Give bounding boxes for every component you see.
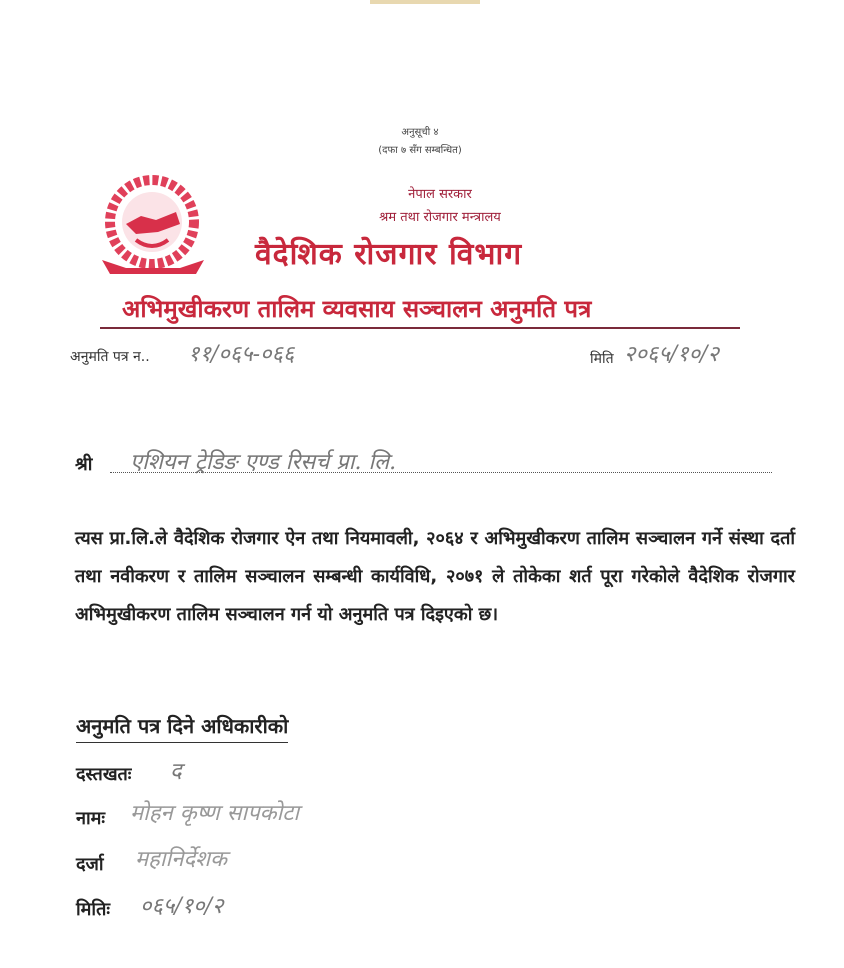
recipient-line xyxy=(110,446,772,473)
license-number-value: ११/०६५-०६६ xyxy=(188,342,295,367)
schedule-line-2: (दफा ७ सँग सम्बन्धित) xyxy=(378,145,462,156)
document-title: अभिमुखीकरण तालिम व्यवसाय सञ्चालन अनुमति पत्र xyxy=(122,295,592,323)
title-underline xyxy=(100,327,740,329)
scan-edge-mark xyxy=(370,0,480,4)
rank-label: दर्जा xyxy=(76,854,104,875)
body-paragraph: त्यस प्रा.लि.ले वैदेशिक रोजगार ऐन तथा नियमावली, २०६४ र अभिमुखीकरण तालिम सञ्चालन गर्ने संस्था दर्ता तथा नवीकरण र तालिम सञ्चालन सम्बन्धी कार्यविधि, २०७१ ले तोकेका शर्त पूरा गरेकोले वैदेशिक रोजगार अभिमुखीकरण तालिम सञ्चालन गर्न यो अनुमति पत्र दिइएको छ। xyxy=(75,528,795,625)
signature-label: दस्तखतः xyxy=(76,764,132,785)
license-date-value: २०६५/१०/२ xyxy=(624,342,719,367)
nepal-emblem-icon xyxy=(96,172,210,280)
name-value: मोहन कृष्ण सापकोटा xyxy=(130,801,300,826)
rank-value: महानिर्देशक xyxy=(135,847,227,872)
schedule-line-1: अनुसूची ४ xyxy=(401,127,439,138)
signature-value: द xyxy=(170,759,182,784)
authority-heading: अनुमति पत्र दिने अधिकारीको xyxy=(76,712,288,743)
authority-date-label: मितिः xyxy=(76,899,110,920)
name-label: नामः xyxy=(76,808,106,829)
authority-date-value: ०६५/१०/२ xyxy=(140,894,224,919)
ministry-name: श्रम तथा रोजगार मन्त्रालय xyxy=(379,210,501,225)
department-name: वैदेशिक रोजगार विभाग xyxy=(255,237,523,272)
recipient-prefix: श्री xyxy=(75,454,93,475)
recipient-name: एशियन ट्रेडिङ एण्ड रिसर्च प्रा. लि. xyxy=(130,450,397,475)
license-date-label: मिति xyxy=(590,351,614,367)
license-number-label: अनुमति पत्र न.. xyxy=(70,349,150,365)
government-name: नेपाल सरकार xyxy=(408,187,472,202)
